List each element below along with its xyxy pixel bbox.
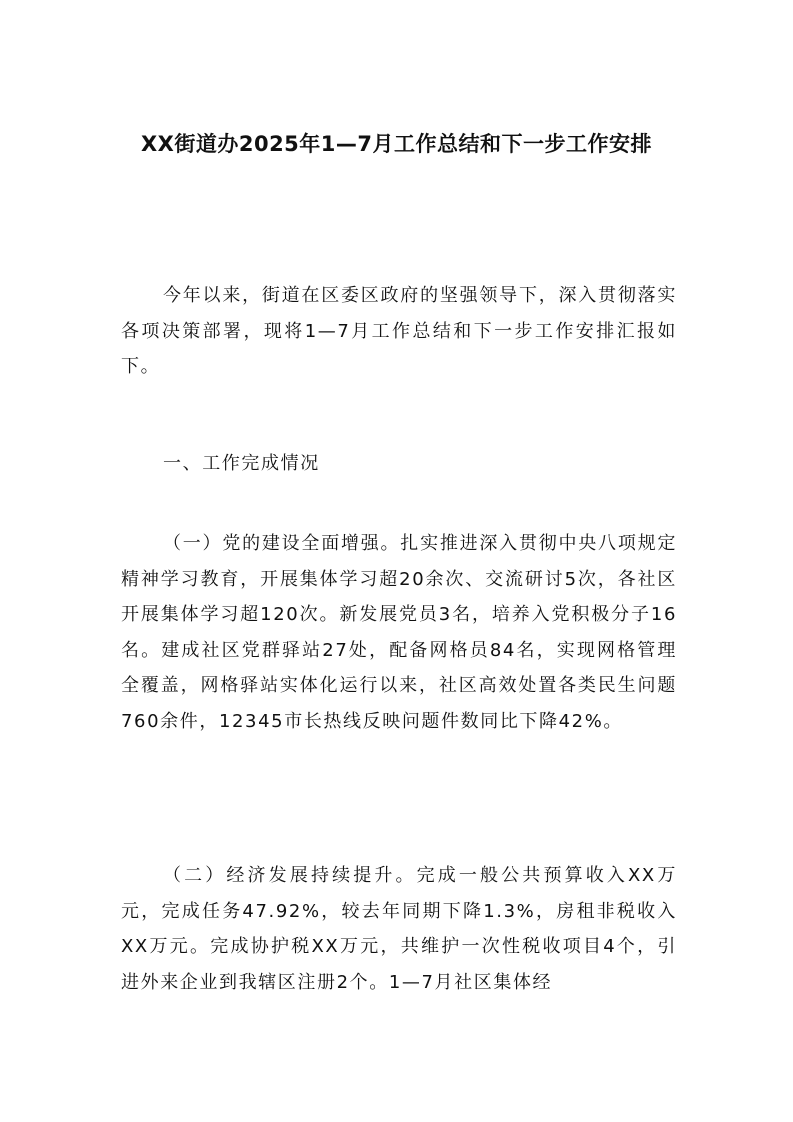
intro-paragraph: 今年以来，街道在区委区政府的坚强领导下，深入贯彻落实各项决策部署，现将1—7月工作总结和下一步工作安排汇报如下。 <box>121 285 677 377</box>
paragraph-economic-development: （二）经济发展持续提升。完成一般公共预算收入XX万元，完成任务47.92%，较去年同期下降1.3%，房租非税收入XX万元。完成协护税XX万元，共维护一次性税收项目4个，引进外来企业到我辖区注册2个。1—7月社区集体经 <box>121 865 677 993</box>
section-heading: 一、工作完成情况 <box>163 453 320 474</box>
paragraph-party-building: （一）党的建设全面增强。扎实推进深入贯彻中央八项规定精神学习教育，开展集体学习超20余次、交流研讨5次，各社区开展集体学习超120次。新发展党员3名，培养入党积极分子16名。建成社区党群驿站27处，配备网格员84名，实现网格管理全覆盖，网格驿站实体化运行以来，社区高效处置各类民生问题760余件，12345市长热线反映问题件数同比下降42%。 <box>121 533 677 732</box>
document-title: XX街道办2025年1—7月工作总结和下一步工作安排 <box>140 132 653 156</box>
